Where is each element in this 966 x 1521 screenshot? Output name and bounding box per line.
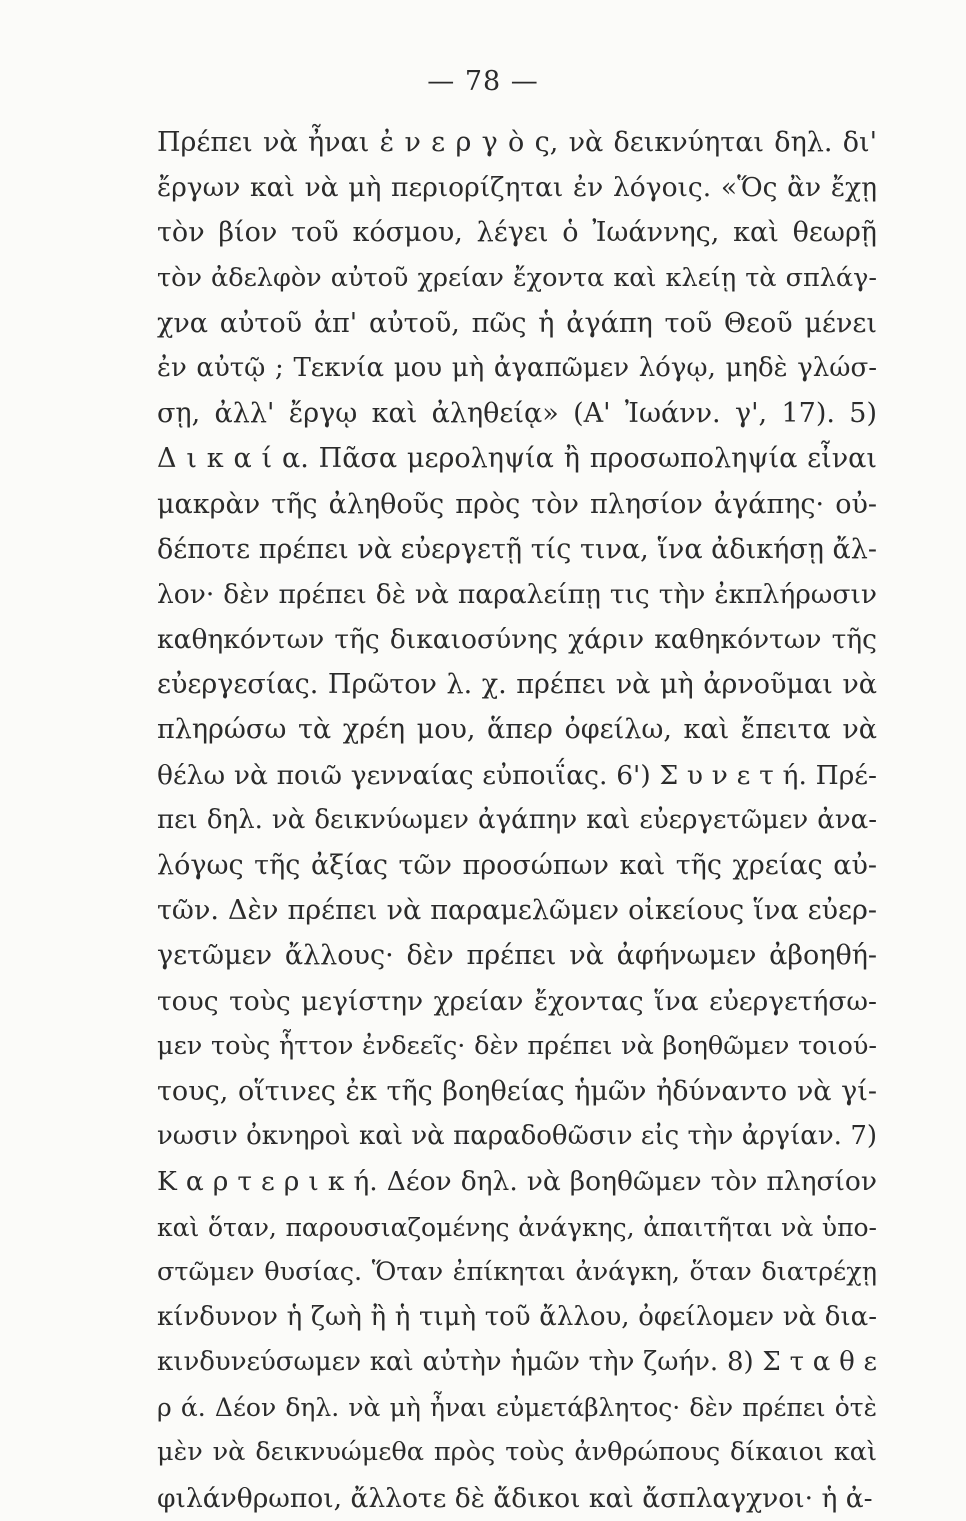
text-line: καὶ ὅταν, παρουσιαζομένης ἀνάγκης, ἀπαιτῆται νὰ ὑπο- <box>157 1212 877 1242</box>
text-line: δέποτε πρέπει νὰ εὐεργετῇ τίς τινα, ἵνα ἀδικήσῃ ἄλ- <box>157 533 877 565</box>
text-line: τους, οἵτινες ἐκ τῆς βοηθείας ἡμῶν ἠδύναντο νὰ γί- <box>157 1075 877 1107</box>
page-number: — 78 — <box>427 66 539 97</box>
text-line: Δ ι κ α ί α. Πᾶσα μεροληψία ἢ προσωποληψία εἶναι <box>157 443 877 475</box>
text-line: τὸν βίον τοῦ κόσμου, λέγει ὁ Ἰωάννης, καὶ θεωρῇ <box>157 217 877 249</box>
text-line: λόγως τῆς ἀξίας τῶν προσώπων καὶ τῆς χρείας αὐ- <box>157 850 877 881</box>
text-line: πει δηλ. νὰ δεικνύωμεν ἀγάπην καὶ εὐεργετῶμεν ἀνα- <box>157 804 877 835</box>
text-line: τὸν ἀδελφὸν αὐτοῦ χρείαν ἔχοντα καὶ κλείῃ τὰ σπλάγ- <box>157 262 877 293</box>
text-line: χνα αὐτοῦ ἀπ' αὐτοῦ, πῶς ἡ ἀγάπη τοῦ Θεοῦ μένει <box>157 307 877 339</box>
text-line: καθηκόντων τῆς δικαιοσύνης χάριν καθηκόντων τῆς <box>157 624 877 656</box>
text-line: ἐν αὐτῷ ; Τεκνία μου μὴ ἀγαπῶμεν λόγῳ, μηδὲ γλώσ- <box>157 352 877 383</box>
text-line: Κ α ρ τ ε ρ ι κ ή. Δέον δηλ. νὰ βοηθῶμεν τὸν πλησίον <box>157 1166 877 1198</box>
text-line: στῶμεν θυσίας. Ὅταν ἐπίκηται ἀνάγκη, ὅταν διατρέχῃ <box>157 1256 877 1287</box>
text-line: λον· δὲν πρέπει δὲ νὰ παραλείπῃ τις τὴν ἐκπλήρωσιν <box>157 578 877 610</box>
text-line: ρ ά. Δέον δηλ. νὰ μὴ ἦναι εὐμετάβλητος· δὲν πρέπει ὁτὲ <box>157 1393 877 1423</box>
text-line: κίνδυνον ἡ ζωὴ ἢ ἡ τιμὴ τοῦ ἄλλου, ὀφείλομεν νὰ δια- <box>157 1301 877 1332</box>
text-line: γετῶμεν ἄλλους· δὲν πρέπει νὰ ἀφήνωμεν ἀβοηθή- <box>157 940 877 972</box>
text-line: σῃ, ἀλλ' ἔργῳ καὶ ἀληθείᾳ» (Α' Ἰωάνν. γ', 17). 5) <box>157 398 877 430</box>
text-line: τους τοὺς μεγίστην χρείαν ἔχοντας ἵνα εὐεργετήσω- <box>157 985 877 1017</box>
text-line: εὐεργεσίας. Πρῶτον λ. χ. πρέπει νὰ μὴ ἀρνοῦμαι νὰ <box>157 669 877 701</box>
text-line: φιλάνθρωποι, ἄλλοτε δὲ ἄδικοι καὶ ἄσπλαγχνοι· ἡ ἀ- <box>157 1482 873 1514</box>
text-line: μεν τοὺς ἧττον ἐνδεεῖς· δὲν πρέπει νὰ βοηθῶμεν τοιού- <box>157 1030 877 1061</box>
text-line: τῶν. Δὲν πρέπει νὰ παραμελῶμεν οἰκείους ἵνα εὐερ- <box>157 895 877 927</box>
body-text <box>157 120 877 1521</box>
text-line: Πρέπει νὰ ἦναι ἐ ν ε ρ γ ὸ ς, νὰ δεικνύηται δηλ. δι' <box>157 127 877 158</box>
text-line: μὲν νὰ δεικνυώμεθα πρὸς τοὺς ἀνθρώπους δίκαιοι καὶ <box>157 1437 877 1468</box>
text-line: θέλω νὰ ποιῶ γενναίας εὐποιΐας. 6') Σ υ ν ε τ ή. Πρέ- <box>157 759 877 791</box>
text-line: νωσιν ὀκνηροὶ καὶ νὰ παραδοθῶσιν εἰς τὴν ἀργίαν. 7) <box>157 1121 877 1152</box>
text-line: ἔργων καὶ νὰ μὴ περιορίζηται ἐν λόγοις. «Ὅς ἂν ἔχῃ <box>157 172 877 204</box>
text-line: μακρὰν τῆς ἀληθοῦς πρὸς τὸν πλησίον ἀγάπης· οὐ- <box>157 488 877 520</box>
text-line: πληρώσω τὰ χρέη μου, ἅπερ ὀφείλω, καὶ ἔπειτα νὰ <box>157 714 877 746</box>
text-line: κινδυνεύσωμεν καὶ αὐτὴν ἡμῶν τὴν ζωήν. 8) Σ τ α θ ε <box>157 1347 877 1378</box>
